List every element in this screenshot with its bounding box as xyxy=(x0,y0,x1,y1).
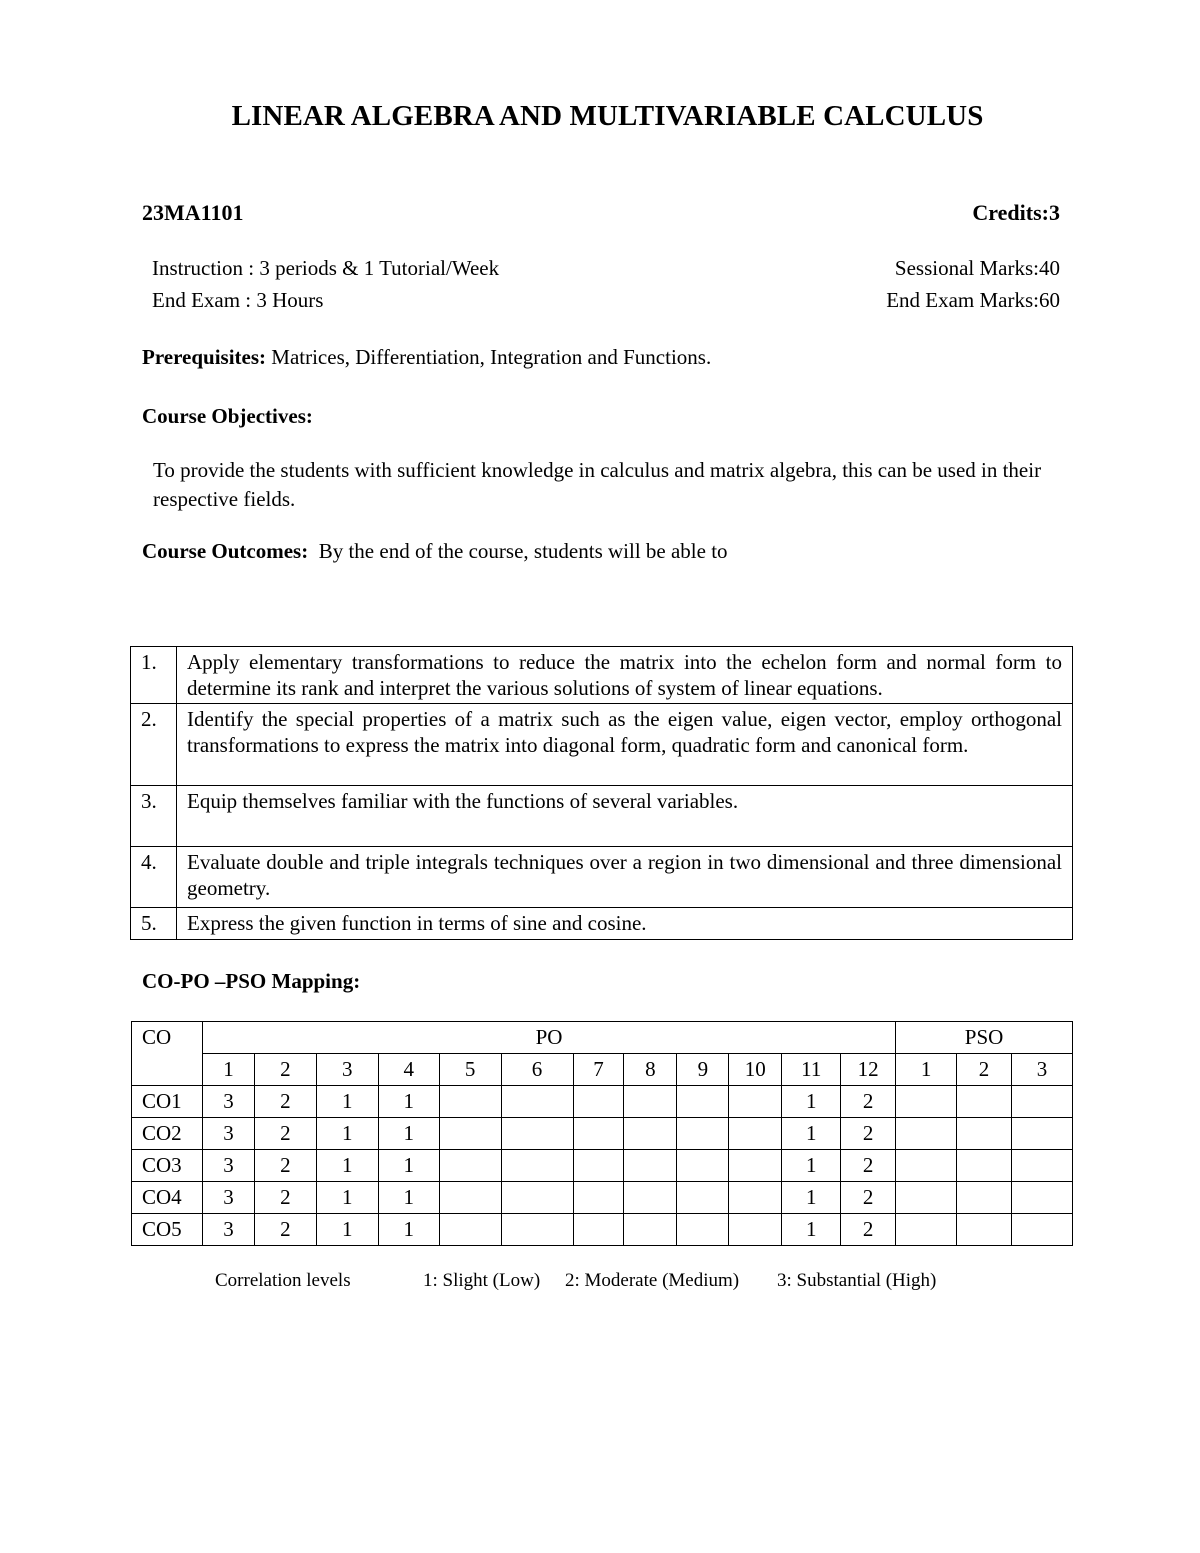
pso-value xyxy=(896,1150,957,1182)
co-label: CO5 xyxy=(132,1214,203,1246)
po-value: 1 xyxy=(316,1182,378,1214)
prerequisites xyxy=(142,345,711,370)
pso-value xyxy=(1012,1214,1073,1246)
outcomes-intro xyxy=(142,539,728,564)
po-value xyxy=(677,1214,729,1246)
objectives-text: To provide the students with sufficient knowledge in calculus and matrix algebra, this can be used in their respective fields. xyxy=(153,458,1042,511)
outcome-row xyxy=(131,847,1073,908)
po-value: 2 xyxy=(841,1118,896,1150)
mapping-heading: CO-PO –PSO Mapping: xyxy=(142,969,361,993)
outcome-number: 4. xyxy=(131,847,177,908)
po-value xyxy=(439,1086,501,1118)
credits: Credits:3 xyxy=(972,200,1060,225)
po-value: 1 xyxy=(316,1214,378,1246)
pso-value xyxy=(896,1182,957,1214)
document-title: LINEAR ALGEBRA AND MULTIVARIABLE CALCULUS xyxy=(231,100,984,132)
po-value: 1 xyxy=(782,1182,841,1214)
outcome-text: Identify the special properties of a matrix such as the eigen value, eigen vector, employ orthogonal transformations to express the matrix into diagonal form, quadratic form and canonical form. xyxy=(177,704,1073,786)
po-header: PO xyxy=(202,1022,895,1054)
objectives-heading: Course Objectives: xyxy=(142,404,313,428)
outcome-number: 3. xyxy=(131,786,177,847)
outcome-number: 2. xyxy=(131,704,177,786)
po-number: 2 xyxy=(254,1054,316,1086)
po-value: 2 xyxy=(254,1086,316,1118)
po-value xyxy=(573,1118,624,1150)
po-value xyxy=(573,1150,624,1182)
outcome-text: Evaluate double and triple integrals techniques over a region in two dimensional and three dimensional geometry. xyxy=(177,847,1073,908)
sessional-marks: Sessional Marks:40 xyxy=(894,256,1060,280)
po-value xyxy=(501,1086,573,1118)
mapping-subheader-row xyxy=(132,1054,1073,1086)
po-value xyxy=(729,1182,782,1214)
po-value: 1 xyxy=(782,1118,841,1150)
po-value: 3 xyxy=(202,1182,254,1214)
end-exam-info: End Exam : 3 Hours xyxy=(152,288,324,312)
po-value xyxy=(439,1118,501,1150)
mapping-row xyxy=(132,1214,1073,1246)
co-label: CO1 xyxy=(132,1086,203,1118)
po-value xyxy=(573,1214,624,1246)
po-value xyxy=(729,1086,782,1118)
po-value xyxy=(624,1150,677,1182)
po-value: 1 xyxy=(316,1118,378,1150)
mapping-row xyxy=(132,1118,1073,1150)
instruction-info: Instruction : 3 periods & 1 Tutorial/Week xyxy=(152,256,500,280)
po-value xyxy=(501,1118,573,1150)
pso-value xyxy=(957,1150,1012,1182)
co-header: CO xyxy=(132,1022,203,1086)
po-value: 3 xyxy=(202,1118,254,1150)
outcome-row xyxy=(131,704,1073,786)
outcome-text: Express the given function in terms of sine and cosine. xyxy=(177,908,1073,940)
po-value xyxy=(677,1150,729,1182)
outcome-number: 1. xyxy=(131,647,177,704)
po-value xyxy=(677,1182,729,1214)
outcome-row xyxy=(131,908,1073,940)
pso-value xyxy=(1012,1086,1073,1118)
po-number: 3 xyxy=(316,1054,378,1086)
po-value: 1 xyxy=(378,1086,439,1118)
po-value: 3 xyxy=(202,1214,254,1246)
pso-value xyxy=(1012,1182,1073,1214)
po-value: 1 xyxy=(316,1086,378,1118)
po-value: 1 xyxy=(782,1086,841,1118)
prerequisites-text: Matrices, Differentiation, Integration and Functions. xyxy=(266,345,712,369)
po-number: 9 xyxy=(677,1054,729,1086)
po-value: 2 xyxy=(254,1118,316,1150)
pso-value xyxy=(957,1214,1012,1246)
po-number: 12 xyxy=(841,1054,896,1086)
po-value xyxy=(677,1086,729,1118)
mapping-body xyxy=(132,1086,1073,1246)
co-label: CO4 xyxy=(132,1182,203,1214)
po-value: 3 xyxy=(202,1150,254,1182)
pso-value xyxy=(1012,1150,1073,1182)
mapping-header-row xyxy=(132,1022,1073,1054)
pso-value xyxy=(896,1118,957,1150)
outcome-text: Equip themselves familiar with the functions of several variables. xyxy=(177,786,1073,847)
po-number: 6 xyxy=(501,1054,573,1086)
co-label: CO2 xyxy=(132,1118,203,1150)
po-number: 7 xyxy=(573,1054,624,1086)
po-value: 1 xyxy=(782,1214,841,1246)
pso-value xyxy=(957,1182,1012,1214)
pso-header: PSO xyxy=(896,1022,1073,1054)
po-value xyxy=(677,1118,729,1150)
po-value xyxy=(624,1182,677,1214)
mapping-row xyxy=(132,1086,1073,1118)
po-value: 1 xyxy=(378,1150,439,1182)
po-value xyxy=(573,1182,624,1214)
outcome-text: Apply elementary transformations to reduce the matrix into the echelon form and normal form to determine its rank and interpret the various solutions of system of linear equations. xyxy=(177,647,1073,704)
po-value xyxy=(729,1150,782,1182)
po-number: 1 xyxy=(202,1054,254,1086)
po-value: 2 xyxy=(841,1086,896,1118)
po-value: 3 xyxy=(202,1086,254,1118)
po-value xyxy=(729,1118,782,1150)
po-number: 11 xyxy=(782,1054,841,1086)
outcome-number: 5. xyxy=(131,908,177,940)
po-value xyxy=(573,1086,624,1118)
correlation-high: 3: Substantial (High) xyxy=(777,1270,937,1291)
po-value: 1 xyxy=(782,1150,841,1182)
correlation-low: 1: Slight (Low) xyxy=(423,1270,541,1291)
pso-number: 2 xyxy=(957,1054,1012,1086)
po-value: 1 xyxy=(316,1150,378,1182)
end-exam-marks: End Exam Marks:60 xyxy=(886,288,1060,312)
course-outcomes-table xyxy=(130,646,1073,940)
outcomes-label: Course Outcomes: xyxy=(142,539,309,563)
po-number: 10 xyxy=(729,1054,782,1086)
po-value: 2 xyxy=(254,1150,316,1182)
course-code: 23MA1101 xyxy=(142,200,244,225)
pso-value xyxy=(957,1086,1012,1118)
po-value xyxy=(624,1214,677,1246)
outcome-row xyxy=(131,647,1073,704)
po-value: 2 xyxy=(254,1182,316,1214)
po-value xyxy=(439,1214,501,1246)
po-value: 2 xyxy=(841,1182,896,1214)
co-po-pso-mapping-table xyxy=(131,1021,1073,1246)
po-value xyxy=(501,1150,573,1182)
po-value xyxy=(729,1214,782,1246)
po-value: 1 xyxy=(378,1214,439,1246)
po-value: 2 xyxy=(841,1150,896,1182)
pso-value xyxy=(896,1086,957,1118)
po-value xyxy=(439,1150,501,1182)
outcome-row xyxy=(131,786,1073,847)
correlation-label: Correlation levels xyxy=(215,1270,351,1291)
pso-value xyxy=(896,1214,957,1246)
po-value: 1 xyxy=(378,1182,439,1214)
po-number: 5 xyxy=(439,1054,501,1086)
pso-value xyxy=(957,1118,1012,1150)
pso-number: 1 xyxy=(896,1054,957,1086)
po-value xyxy=(501,1182,573,1214)
outcomes-text: By the end of the course, students will be able to xyxy=(308,539,728,563)
po-number: 4 xyxy=(378,1054,439,1086)
po-value: 2 xyxy=(841,1214,896,1246)
correlation-medium: 2: Moderate (Medium) xyxy=(565,1270,740,1291)
pso-value xyxy=(1012,1118,1073,1150)
prerequisites-label: Prerequisites: xyxy=(142,345,267,369)
co-label: CO3 xyxy=(132,1150,203,1182)
po-value xyxy=(439,1182,501,1214)
po-value: 1 xyxy=(378,1118,439,1150)
po-value xyxy=(624,1118,677,1150)
po-number: 8 xyxy=(624,1054,677,1086)
pso-number: 3 xyxy=(1012,1054,1073,1086)
mapping-row xyxy=(132,1182,1073,1214)
po-value xyxy=(624,1086,677,1118)
po-value xyxy=(501,1214,573,1246)
mapping-row xyxy=(132,1150,1073,1182)
po-value: 2 xyxy=(254,1214,316,1246)
